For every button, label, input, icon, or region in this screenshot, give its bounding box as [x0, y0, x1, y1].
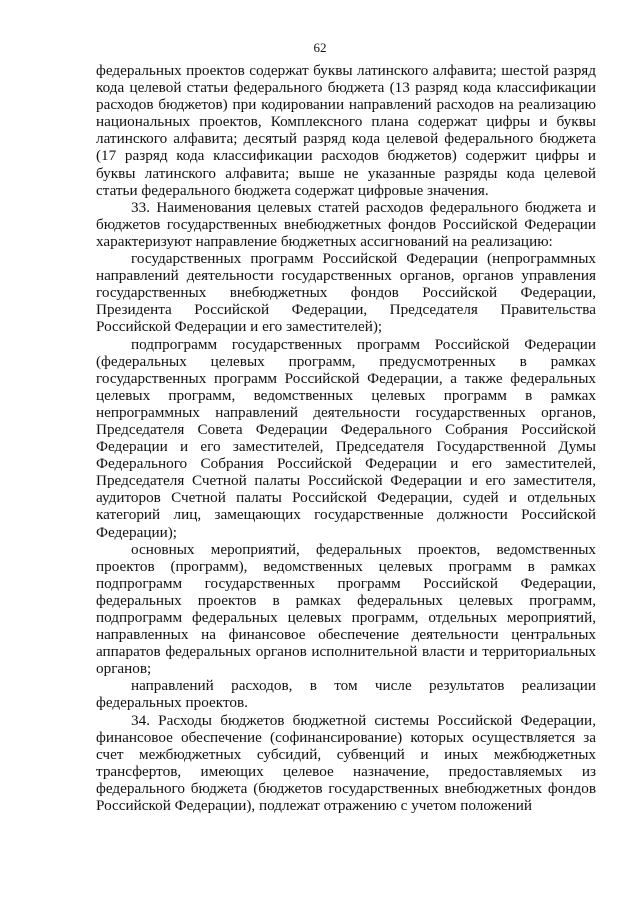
paragraph-33: 33. Наименования целевых статей расходов федерального бюджета и бюджетов государственных внебюджетных фондов Российской Федерации характеризуют направление бюджетных ассигнований на реализацию: — [96, 198, 596, 250]
page-body — [96, 62, 596, 814]
paragraph-state-programs: государственных программ Российской Федерации (непрограммных направлений деятельности государственных органов, органов управления государственных внебюджетных фондов Российской Федерации, Президента Российской Федерации, Председателя Правительства Российской Федерации и его заместителей); — [96, 250, 596, 336]
paragraph-main-activities: основных мероприятий, федеральных проектов, ведомственных проектов (программ), ведомственных целевых программ в рамках подпрограмм государственных программ Российской Федерации, федеральных проектов в рамках федеральных целевых программ, подпрограмм федеральных целевых программ, отдельных мероприятий, направленных на финансовое обеспечение деятельности центральных аппаратов федеральных органов исполнительной власти и территориальных органов; — [96, 540, 596, 678]
paragraph-expense-directions: направлений расходов, в том числе результатов реализации федеральных проектов. — [96, 677, 596, 712]
page-number: 62 — [313, 40, 327, 55]
paragraph-subprograms: подпрограмм государственных программ Российской Федерации (федеральных целевых программ, предусмотренных в рамках государственных программ Российской Федерации, а также федеральных целевых программ, ведомственных целевых программ в рамках непрограммных направлений деятельности государственных органов, Председателя Совета Федерации Федерального Собрания Российской Федерации и его заместителей, Председателя Государственной Думы Федерального Собрания Российской Федерации и его заместителей, Председателя Счетной палаты Российской Федерации и его заместителя, аудиторов Счетной палаты Российской Федерации, судей и отдельных категорий лиц, замещающих государственные должности Российской Федерации); — [96, 335, 596, 541]
paragraph-34: 34. Расходы бюджетов бюджетной системы Российской Федерации, финансовое обеспечение (софинансирование) которых осуществляется за счет межбюджетных субсидий, субвенций и иных межбюджетных трансфертов, имеющих целевое назначение, предоставляемых из федерального бюджета (бюджетов государственных внебюджетных фондов Российской Федерации), подлежат отражению с учетом положений — [96, 711, 596, 815]
paragraph-continuation: федеральных проектов содержат буквы латинского алфавита; шестой разряд кода целевой статьи федерального бюджета (13 разряд кода классификации расходов бюджетов) при кодировании направлений расходов на реализацию национальных проектов, Комплексного плана содержат цифры и буквы латинского алфавита; десятый разряд кода целевой федерального бюджета (17 разряд кода классификации расходов бюджетов) содержит цифры и буквы латинского алфавита; выше не указанные разряды кода целевой статьи федерального бюджета содержат цифровые значения. — [96, 62, 596, 199]
